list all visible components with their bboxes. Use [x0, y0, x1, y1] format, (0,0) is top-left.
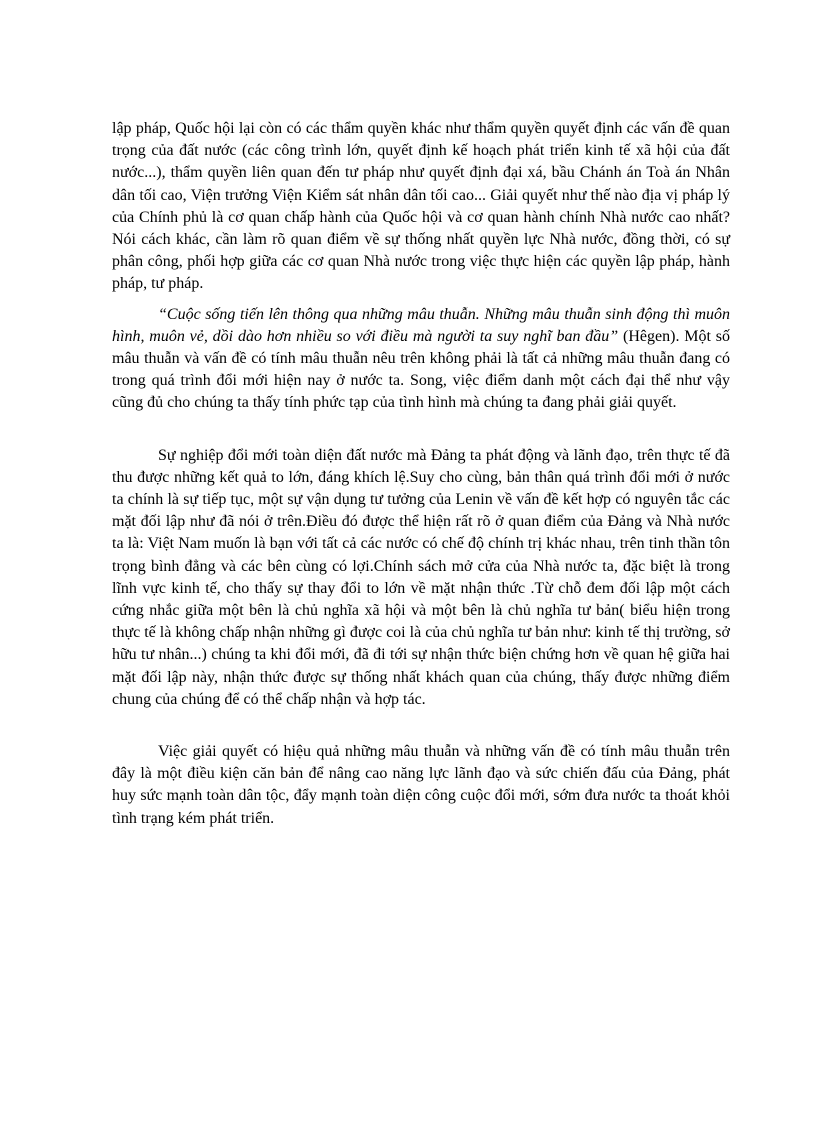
paragraph-2 — [112, 304, 730, 415]
hegel-quote: “Cuộc sống tiến lên thông qua những mâu thuẫn. Những mâu thuẫn sinh động thì muôn hình, muôn vẻ, dồi dào hơn nhiều so với điều mà người ta suy nghĩ ban đầu” — [112, 305, 730, 345]
paragraph-4: Việc giải quyết có hiệu quả những mâu thuẫn và những vấn đề có tính mâu thuẫn trên đây là một điều kiện căn bản để nâng cao năng lực lãnh đạo và sức chiến đấu của Đảng, phát huy sức mạnh toàn dân tộc, đẩy mạnh toàn diện công cuộc đổi mới, sớm đưa nước ta thoát khỏi tình trạng kém phát triển. — [112, 743, 730, 827]
document-page — [112, 118, 730, 830]
paragraph-2-body: (Hêgen). Một số mâu thuẫn và vấn đề có tính mâu thuẫn nêu trên không phải là tất cả những mâu thuẫn đang có trong quá trình đổi mới hiện nay ở nước ta. Song, việc điểm danh một cách đại thể như vậy cũng đủ cho chúng ta thấy tính phức tạp của tình hình mà chúng ta đang phải giải quyết. — [112, 327, 730, 412]
paragraph-3: Sự nghiệp đổi mới toàn diện đất nước mà Đảng ta phát động và lãnh đạo, trên thực tế đã thu được những kết quả to lớn, đáng khích lệ.Suy cho cùng, bản thân quá trình đổi mới ở nước ta chính là sự tiếp tục, một sự vận dụng tư tưởng của Lenin về vấn đề kết hợp có nguyên tắc các mặt đối lập như đã nói ở trên.Điều đó được thể hiện rất rõ ở quan điểm của Đảng và Nhà nước ta là: Việt Nam muốn là bạn với tất cả các nước có chế độ chính trị khác nhau, trên tinh thần tôn trọng bình đẳng và các bên cùng có lợi.Chính sách mở cửa của Nhà nước ta, đặc biệt là trong lĩnh vực kinh tế, cho thấy sự thay đổi to lớn về mặt nhận thức .Từ chỗ đem đối lập một cách cứng nhắc giữa một bên là chủ nghĩa xã hội và một bên là chủ nghĩa tư bản( biểu hiện trong thực tế là không chấp nhận những gì được coi là của chủ nghĩa tư bản như: kinh tế thị trường, sở hữu tư nhân...) chúng ta khi đổi mới, đã đi tới sự nhận thức biện chứng hơn về quan hệ giữa hai mặt đối lập này, nhận thức được sự thống nhất khách quan của chúng, thấy được những điểm chung của chúng để có thể chấp nhận và hợp tác. — [112, 446, 730, 708]
paragraph-1: lập pháp, Quốc hội lại còn có các thẩm quyền khác như thẩm quyền quyết định các vấn đề quan trọng của đất nước (các công trình lớn, quyết định kế hoạch phát triển kinh tế xã hội của đất nước...), thẩm quyền liên quan đến tư pháp như quyết định đại xá, bầu Chánh án Toà án Nhân dân tối cao, Viện trưởng Viện Kiểm sát nhân dân tối cao... Giải quyết như thế nào địa vị pháp lý của Chính phủ là cơ quan chấp hành của Quốc hội và cơ quan hành chính Nhà nước cao nhất? Nói cách khác, cần làm rõ quan điểm về sự thống nhất quyền lực Nhà nước, đồng thời, có sự phân công, phối hợp giữa các cơ quan Nhà nước trong việc thực hiện các quyền lập pháp, hành pháp, tư pháp. — [112, 120, 730, 293]
